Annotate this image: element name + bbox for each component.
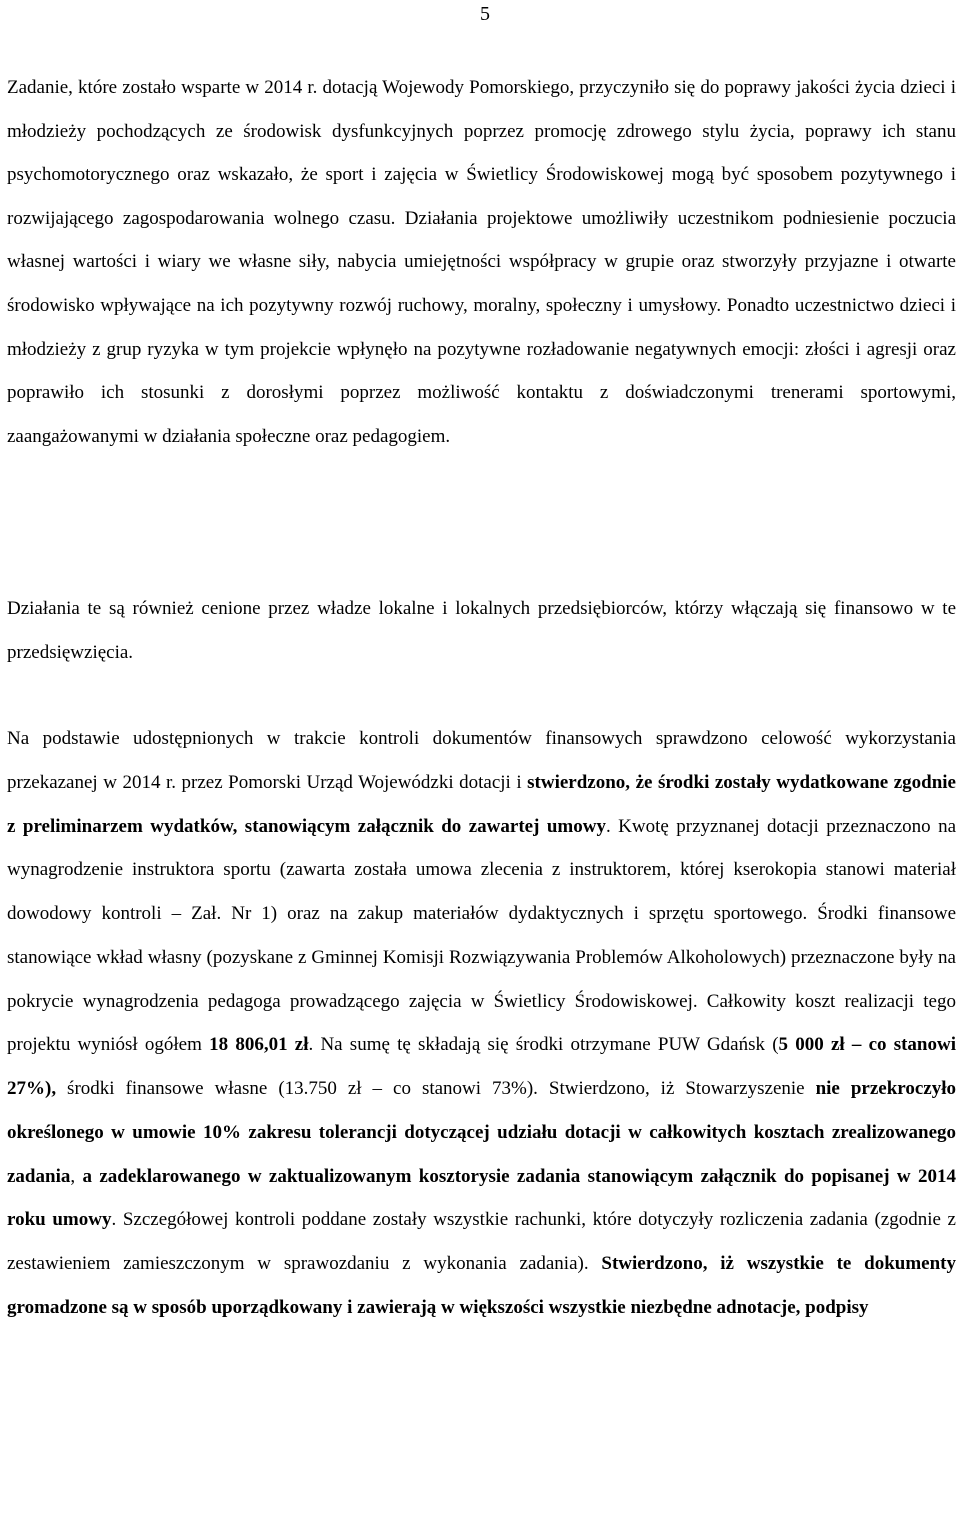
dotation-allocation-text: . Kwotę przyznanej dotacji przeznaczono na wynagrodzenie instruktora sportu (zawarta została umowa zlecenia z instruktorem, której kserokopia stanowi materiał dowodowy kontroli – Zał. Nr 1) oraz na zakup materiałów dydaktycznych i sprzętu sportowego. Środki finansowe stanowiące wkład własny (pozyskane z Gminnej Komisji Rozwiązywania Problemów Alkoholowych) przeznaczone były na pokrycie wynagrodzenia pedagoga prowadzącego zajęcia w Świetlicy Środowiskowej. Całkowity koszt realizacji tego projektu wyniósł ogółem xyxy=(7,815,956,1056)
receipts-control-text: . Szczegółowej kontroli poddane zostały wszystkie rachunki, które dotyczyły rozliczenia zadania (zgodnie z zestawieniem zamieszczonym w sprawozdaniu z wykonania zadania). xyxy=(7,1209,956,1274)
control-intro-text: Na podstawie udostępnionych w trakcie kontroli dokumentów finansowych sprawdzono celowość wykorzystania przekazanej w 2014 r. przez Pomorski Urząd Wojewódzki dotacji i xyxy=(7,728,956,793)
own-funding-text: środki finansowe własne (13.750 zł – co stanowi 73%). Stwierdzono, iż Stowarzyszenie xyxy=(56,1078,805,1099)
budget-declaration-bold: a zadeklarowanego w zaktualizowanym kosztorysie zadania stanowiącym załącznik do popisanej w 2014 roku umowy xyxy=(7,1165,956,1231)
funding-sources-text: . Na sumę tę składają się środki otrzymane PUW Gdańsk ( xyxy=(308,1034,779,1056)
paragraph-financial-control xyxy=(7,717,956,1330)
tolerance-finding-bold: nie przekroczyło określonego w umowie 10% zakresu tolerancji dotyczącej udziału dotacji w całkowitych kosztach zrealizowanego zadania xyxy=(7,1078,956,1187)
paragraph-1-part-c: Ponadto uczestnictwo dzieci i młodzieży z grup ryzyka w tym projekcie wpłynęło na pozytywne rozładowanie negatywnych emocji: złości i agresji oraz poprawiło ich stosunki z dorosłymi poprzez możliwość kontaktu z doświadczonymi trenerami sportowymi, zaangażowanymi w działania społeczne oraz pedagogiem. xyxy=(7,294,956,447)
puw-funding-amount: 5 000 zł – co stanowi 27%), xyxy=(7,1034,956,1099)
paragraph-local-support: Działania te są również cenione przez władze lokalne i lokalnych przedsiębiorców, którzy włączają się finansowo w te przedsięwzięcia. xyxy=(7,598,956,663)
control-finding-bold: stwierdzono, że środki zostały wydatkowane zgodnie z preliminarzem wydatków, stanowiącym załącznik do zawartej umowy xyxy=(7,771,956,837)
paragraph-1-part-a: Zadanie, które zostało wsparte w 2014 r. dotacją Wojewody Pomorskiego, przyczyniło się do poprawy jakości życia dzieci i młodzieży pochodzących ze środowisk dysfunkcyjnych poprzez promocję zdrowego stylu życia, poprawy ich stanu psychomotorycznego oraz wskazało, że sport i zajęcia w Świetlicy Środowiskowej mogą być sposobem pozytywnego i rozwijającego zagospodarowania wolnego czasu. xyxy=(7,77,956,229)
total-cost-amount: 18 806,01 zł xyxy=(209,1034,309,1056)
page-number: 5 xyxy=(480,3,490,25)
paragraph-1-part-b: Działania projektowe umożliwiły uczestnikom podniesienie poczucia własnej wartości i wiary we własne siły, nabycia umiejętności współpracy w grupie oraz stworzyły przyjazne i otwarte środowisko wpływające na ich pozytywny rozwój ruchowy, moralny, społeczny i umysłowy. xyxy=(7,207,957,316)
separator-comma: , xyxy=(70,1165,76,1187)
paragraph-project-effects xyxy=(7,66,956,458)
documents-finding-bold: Stwierdzono, iż wszystkie te dokumenty gromadzone są w sposób uporządkowany i zawierają w większości wszystkie niezbędne adnotacje, podpisy xyxy=(7,1253,957,1318)
